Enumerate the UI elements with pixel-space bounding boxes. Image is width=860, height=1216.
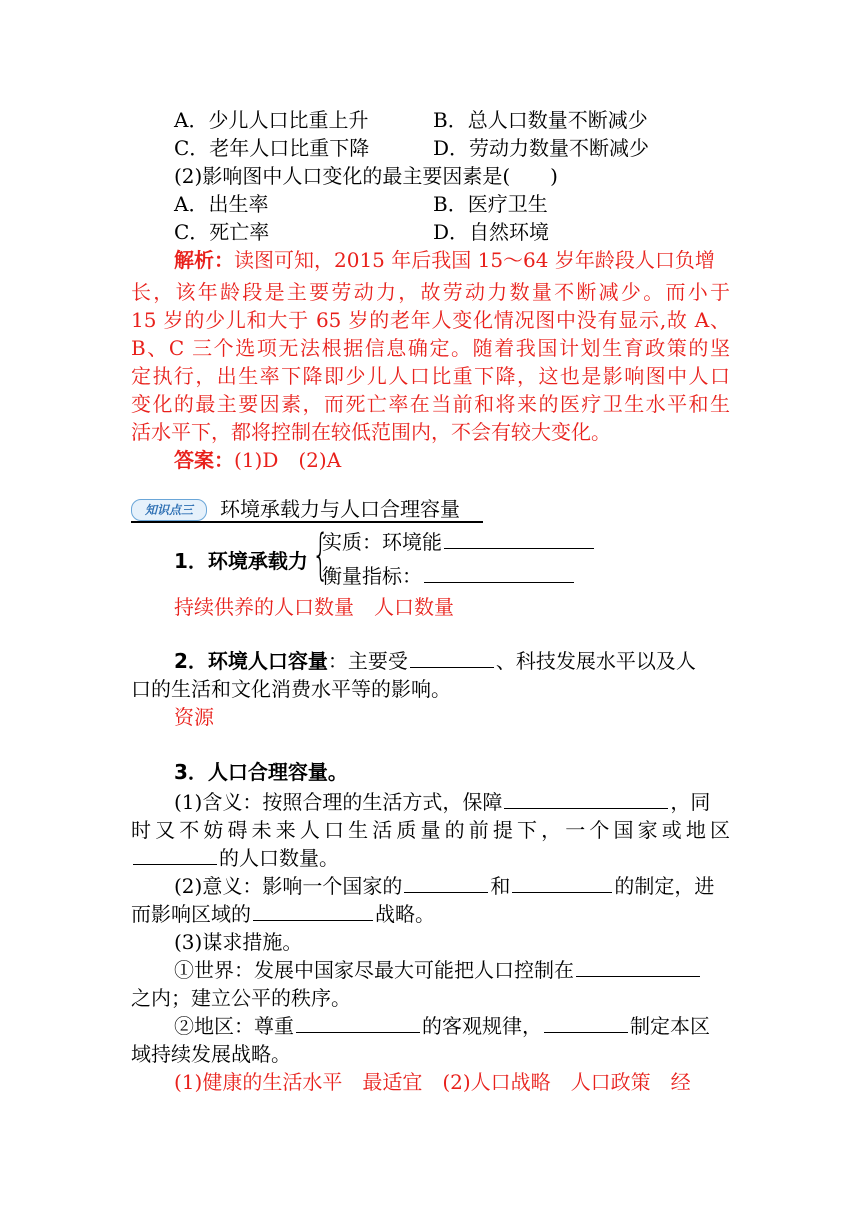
blank-7 <box>512 872 612 893</box>
q1-option-c: C．老年人口比重下降 <box>174 136 370 160</box>
analysis-line-2: 长，该年龄段是主要劳动力，故劳动力数量不断减少。而小于 <box>131 280 730 304</box>
q1-option-a: A．少儿人口比重上升 <box>174 108 369 132</box>
item2-line-2: 口的生活和文化消费水平等的影响。 <box>131 677 451 701</box>
item3-answer: (1)健康的生活水平 最适宜 (2)人口战略 人口政策 经 <box>174 1070 691 1094</box>
analysis-line-4: B、C 三个选项无法根据信息确定。随着我国计划生育政策的坚 <box>131 336 730 360</box>
q2-option-a: A．出生率 <box>174 192 269 216</box>
item1-sub1: 实质：环境能 <box>322 526 596 558</box>
answer-label: 答案： <box>174 448 234 472</box>
item1-label: 1．环境承载力 <box>174 549 308 573</box>
item3-p5-line-2: 域持续发展战略。 <box>131 1042 291 1066</box>
item3-p2-line-2: 而影响区域的 战略。 <box>131 902 435 926</box>
brace-icon: { <box>312 523 330 586</box>
analysis-label: 解析： <box>174 248 234 272</box>
item3-p4-line-1: ①世界：发展中国家尽最大可能把人口控制在 <box>174 954 702 986</box>
answer-text: (1)D (2)A <box>234 448 342 472</box>
analysis-line-7: 活水平下，都将控制在较低范围内，不会有较大变化。 <box>131 420 611 444</box>
item2-label: 2．环境人口容量 <box>174 649 328 673</box>
q2-stem: (2)影响图中人口变化的最主要因素是( ) <box>174 164 558 188</box>
q1-option-d: D．劳动力数量不断减少 <box>433 136 650 160</box>
analysis-line-1: 解析：读图可知，2015 年后我国 15～64 岁年龄段人口负增 <box>174 248 715 272</box>
section-title: 环境承载力与人口合理容量 <box>220 497 460 521</box>
q2-option-d: D．自然环境 <box>433 220 550 244</box>
blank-4 <box>504 788 668 809</box>
analysis-line-6: 变化的最主要因素，而死亡率在当前和将来的医疗卫生水平和生 <box>131 392 730 416</box>
blank-9 <box>576 956 700 977</box>
item3-p4-line-2: 之内；建立公平的秩序。 <box>131 986 351 1010</box>
item3-p1-line-3: 的人口数量。 <box>131 842 339 874</box>
item1-answer: 持续供养的人口数量 人口数量 <box>174 595 454 619</box>
item3-p3: (3)谋求措施。 <box>174 930 303 954</box>
section-underline <box>131 521 483 523</box>
blank-3 <box>410 647 494 668</box>
blank-1 <box>444 528 594 549</box>
item2-answer: 资源 <box>174 705 214 729</box>
analysis-line-3: 15 岁的少儿和大于 65 岁的老年人变化情况图中没有显示,故 A、 <box>131 308 730 332</box>
item3-label: 3．人口合理容量。 <box>174 760 348 784</box>
blank-11 <box>544 1012 628 1033</box>
q1-option-b: B．总人口数量不断减少 <box>433 108 648 132</box>
blank-5 <box>133 844 217 865</box>
item1-sub2: 衡量指标： <box>322 560 576 592</box>
answer-line <box>174 444 341 476</box>
q2-option-c: C．死亡率 <box>174 220 270 244</box>
q2-option-b: B．医疗卫生 <box>433 192 548 216</box>
blank-2 <box>424 562 574 583</box>
analysis-line-5: 定执行，出生率下降即少儿人口比重下降，这也是影响图中人口 <box>131 364 730 388</box>
blank-8 <box>253 900 373 921</box>
blank-10 <box>296 1012 420 1033</box>
knowledge-point-badge: 知识点三 <box>131 499 207 521</box>
blank-6 <box>404 872 488 893</box>
item3-p5-line-1: ②地区：尊重 的客观规律， 制定本区 <box>174 1014 710 1038</box>
item3-p1-line-1: (1)含义：按照合理的生活方式，保障 ，同 <box>174 790 711 814</box>
item3-p2-line-1: (2)意义：影响一个国家的 和 的制定，进 <box>174 874 715 898</box>
item2-line-1: 2．环境人口容量：主要受 、科技发展水平以及人 <box>174 649 696 673</box>
item3-p1-line-2: 时又不妨碍未来人口生活质量的前提下，一个国家或地区 <box>131 818 730 842</box>
